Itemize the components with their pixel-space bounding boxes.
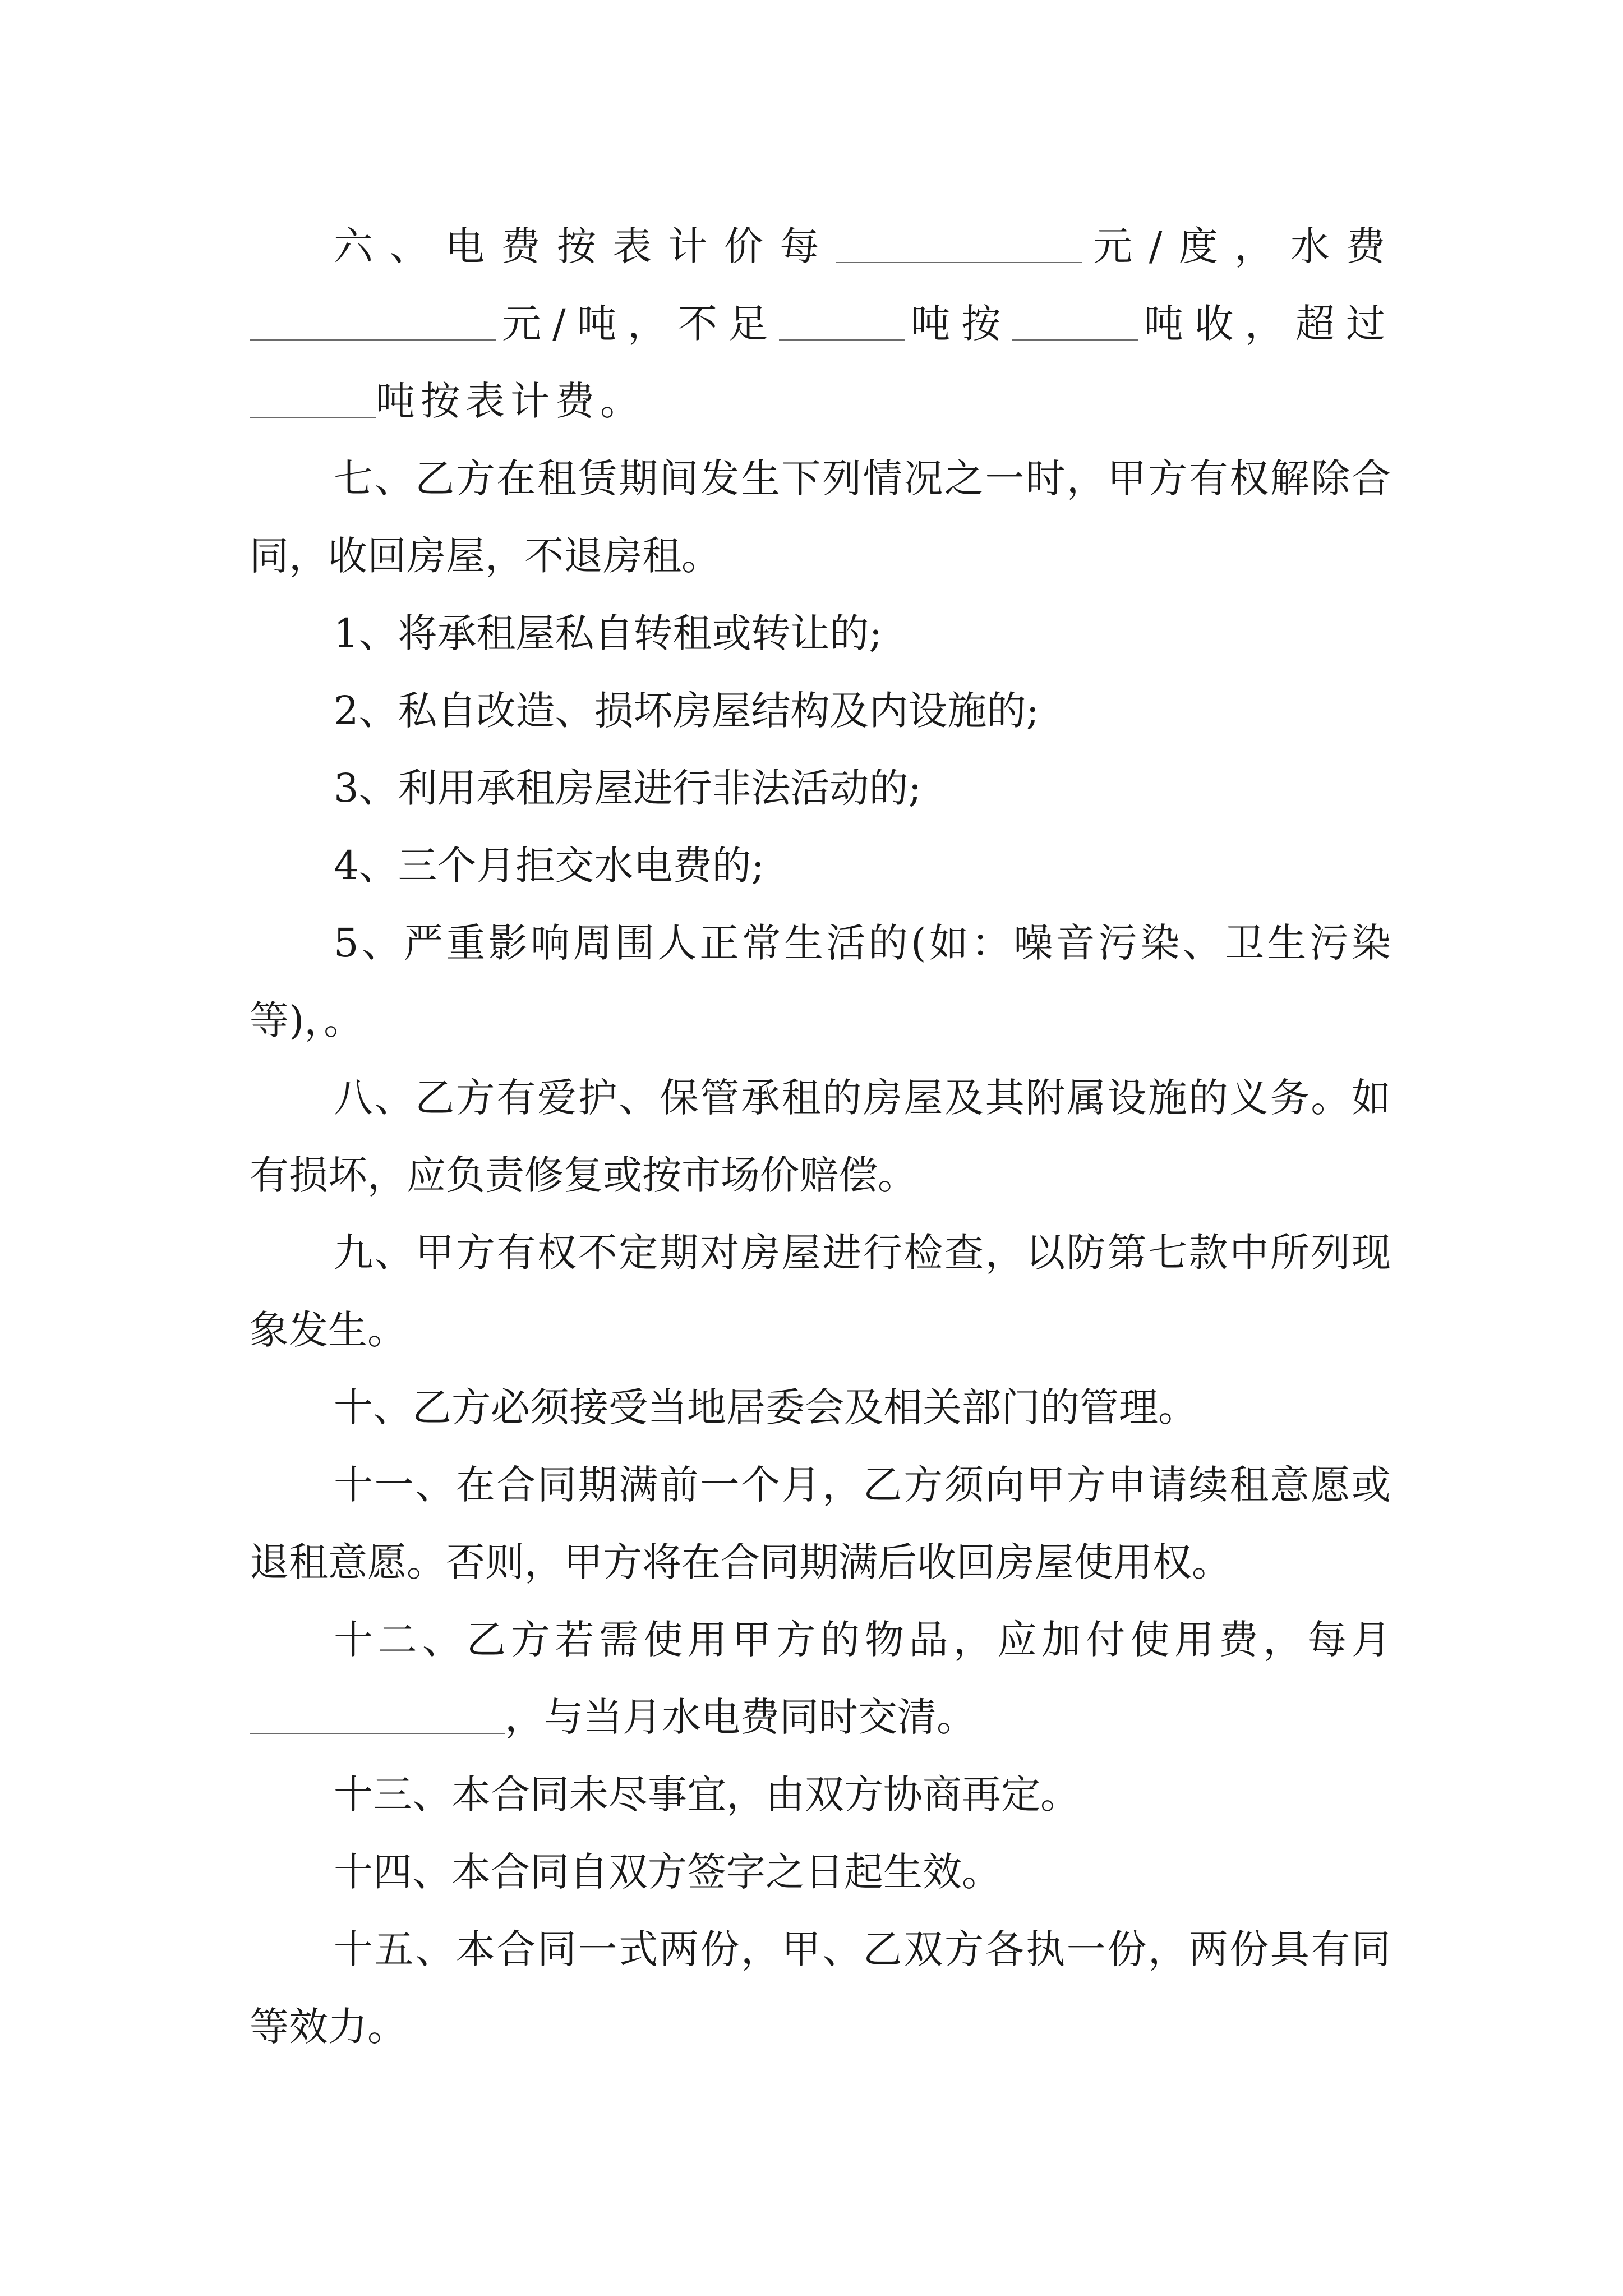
clause-7-item-3: 3、利用承租房屋进行非法活动的;	[334, 765, 922, 811]
clause-6-text-1: 六、电费按表计价每	[334, 223, 836, 269]
clause-15: 十五、本合同一式两份，甲、乙双方各执一份，两份具有同等效力。	[250, 1926, 1391, 2050]
clause-12	[250, 1601, 1391, 1756]
clause-9: 九、甲方有权不定期对房屋进行检查，以防第七款中所列现象发生。	[250, 1230, 1391, 1353]
clause-6-text-4: 吨按	[905, 301, 1012, 347]
minimum-tons-blank	[779, 300, 905, 341]
clause-14: 十四、本合同自双方签字之日起生效。	[334, 1849, 1001, 1895]
clause-6	[250, 208, 1391, 440]
clause-6-text-3: 元/吨，不足	[496, 301, 780, 347]
clause-13: 十三、本合同未尽事宜，由双方协商再定。	[334, 1772, 1080, 1818]
charged-tons-blank	[1012, 300, 1138, 341]
clause-6-text-2: 元/度，水费	[1082, 223, 1391, 269]
clause-12-text-1: 十二、乙方若需使用甲方的物品，应加付使用费，每月	[334, 1617, 1391, 1663]
clause-6-text-6: 吨按表计费。	[376, 378, 645, 424]
clause-7: 七、乙方在租赁期间发生下列情况之一时，甲方有权解除合同，收回房屋，不退房租。	[250, 455, 1391, 579]
clause-8: 八、乙方有爱护、保管承租的房屋及其附属设施的义务。如有损坏，应负责修复或按市场价赔偿。	[250, 1075, 1391, 1198]
clause-7-item-4: 4、三个月拒交水电费的;	[334, 843, 765, 889]
clause-10: 十、乙方必须接受当地居委会及相关部门的管理。	[334, 1384, 1197, 1430]
document-body	[250, 208, 1391, 2065]
excess-tons-blank	[250, 378, 376, 418]
usage-fee-blank	[250, 1694, 505, 1734]
clause-7-item-1: 1、将承租屋私自转租或转让的;	[334, 610, 883, 656]
clause-6-text-5: 吨收，超过	[1138, 301, 1391, 347]
clause-7-item-2: 2、私自改造、损坏房屋结构及内设施的;	[334, 688, 1040, 734]
water-price-blank	[250, 300, 496, 341]
clause-11: 十一、在合同期满前一个月，乙方须向甲方申请续租意愿或退租意愿。否则，甲方将在合同期满后收回房屋使用权。	[250, 1462, 1391, 1585]
electricity-price-blank	[836, 223, 1082, 263]
clause-12-text-2: ，与当月水电费同时交清。	[505, 1694, 976, 1740]
clause-7-item-5: 5、严重影响周围人正常生活的(如：噪音污染、卫生污染等)，。	[250, 920, 1391, 1043]
